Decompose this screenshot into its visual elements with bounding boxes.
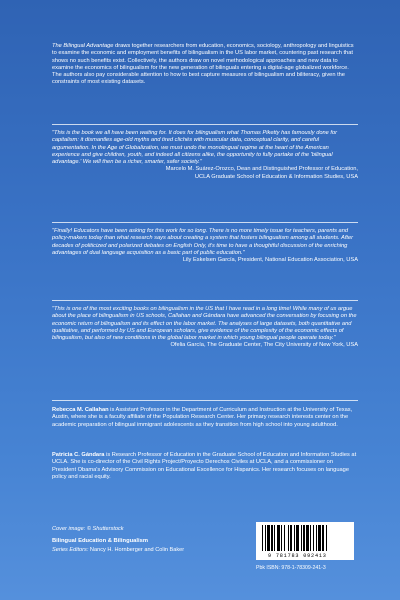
divider <box>52 124 358 125</box>
endorsement-quote <box>52 130 358 181</box>
author-bio <box>52 407 358 429</box>
barcode-bar <box>306 525 309 551</box>
endorsement-quote <box>52 228 358 264</box>
barcode-bar <box>301 525 302 551</box>
barcode-bar <box>318 525 321 551</box>
author-name: Patricia C. Gándara <box>52 452 105 458</box>
cover-image-credit: Cover image: © Shutterstock <box>52 526 124 532</box>
book-title: The Bilingual Advantage <box>52 43 114 49</box>
barcode-bar <box>313 525 314 551</box>
quote-text: "This is the book we all have been waiting for. It does for bilingualism what Thomas Piketty has famously done for capitalism: it dismantles age-old myths and tired clichés with muscular data, conceptual clarity, and careful argumentation. In the Age of Globalization, we must undo the monolingual regime at the heart of the American experience and give children, youth, and indeed all citizens alike, the opportunity to fully partake of the 'bilingual advantage.' We will then be a richer, smarter, safer society." <box>52 130 338 166</box>
quote-attribution: Ofelia García, The Graduate Center, The City University of New York, USA <box>170 342 358 349</box>
quote-attribution: Lily Eskelsen García, President, National Education Association, USA <box>182 257 358 264</box>
barcode-bar <box>316 525 317 551</box>
barcode-bar <box>274 525 275 551</box>
barcode-bar <box>303 525 305 551</box>
barcode-bar <box>296 525 299 551</box>
barcode-bar <box>265 525 266 551</box>
barcode-bar <box>267 525 270 551</box>
quote-attribution-affiliation: UCLA Graduate School of Education & Information Studies, USA <box>194 173 358 180</box>
series-editors-label: Series Editors: <box>52 547 89 553</box>
author-name: Rebecca M. Callahan <box>52 407 109 413</box>
barcode-bar <box>271 525 273 551</box>
divider <box>52 400 358 401</box>
barcode-bar <box>281 525 282 551</box>
author-bio-text: is Research Professor of Education in the Graduate School of Education and Information Studies at UCLA. She is co-director of the Civil Rights Project/Proyecto Derechos Civiles at UCLA, and a commissioner on President Obama's Advisory Commission on Educational Excellence for Hispanics. Her research focuses on language policy and racial equity. <box>52 452 357 480</box>
barcode-bar <box>277 525 280 551</box>
series-title: Bilingual Education & Bilingualism <box>52 538 148 544</box>
quote-text: "This is one of the most exciting books on bilingualism in the US that I have read in a long time! While many of us argue about the place of bilingualism in US schools, Callahan and Gándara have advanced the conversation by focusing on the economic return of bilingualism and its effect on the labor market. The analyses of large datasets, both quantitative and qualitative, and performed by US and European scholars, give evidence of the complexity of the economic effects of bilingualism, but also of new conditions in the global labor market in which young bilingual people operate today." <box>52 306 357 342</box>
barcode-bar <box>326 525 327 551</box>
barcode-bar <box>290 525 292 551</box>
author-bio <box>52 452 358 481</box>
quote-text: "Finally! Educators have been asking for this work for so long. There is no more timely issue for teachers, parents and policy-makers today than what research says about creating a system that fosters bilingualism among all students. After decades of politicized and polarized debates on English Only, it's time to have a thoughtful discussion of the enriching advantages of dual language acquisition as a basic part of public education." <box>52 228 354 256</box>
endorsement-quote <box>52 306 358 350</box>
book-description <box>52 43 358 87</box>
barcode-bar <box>310 525 311 551</box>
barcode-number: 9 781783 092413 <box>268 553 327 559</box>
barcode-bar <box>294 525 295 551</box>
divider <box>52 222 358 223</box>
series-editors-names: Nancy H. Hornberger and Colin Baker <box>88 547 185 553</box>
barcode-bar <box>322 525 324 551</box>
barcode-bars <box>262 525 348 551</box>
isbn: Pbk ISBN: 978-1-78309-241-3 <box>256 565 326 571</box>
book-description-text: draws together researchers from education, economics, sociology, anthropology and linguistics to examine the economic and employment benefits of bilingualism in the US labor market, countering past research that shows no such benefits exist. Collectively, the authors draw on novel methodological approaches and new data to examine the economics of bilingualism for the new generation of bilinguals entering a digital-age globalized workforce. The authors also pay considerable attention to how to best capture measures of bilingualism and biliteracy, given the constraints of most existing datasets. <box>52 43 354 86</box>
barcode-bar <box>284 525 285 551</box>
divider <box>52 300 358 301</box>
author-bio-text: is Assistant Professor in the Department of Curriculum and Instruction at the University of Texas, Austin, where she is a faculty affiliate of the Population Research Center. Her primary research interests center on the academic preparation of bilingual immigrant adolescents as they transition from high school into young adulthood. <box>52 407 353 428</box>
barcode-bar <box>288 525 289 551</box>
quote-attribution: Marcelo M. Suárez-Orozco, Dean and Distinguished Professor of Education, <box>165 166 358 173</box>
series-editors <box>52 547 184 553</box>
barcode-bar <box>262 525 263 551</box>
